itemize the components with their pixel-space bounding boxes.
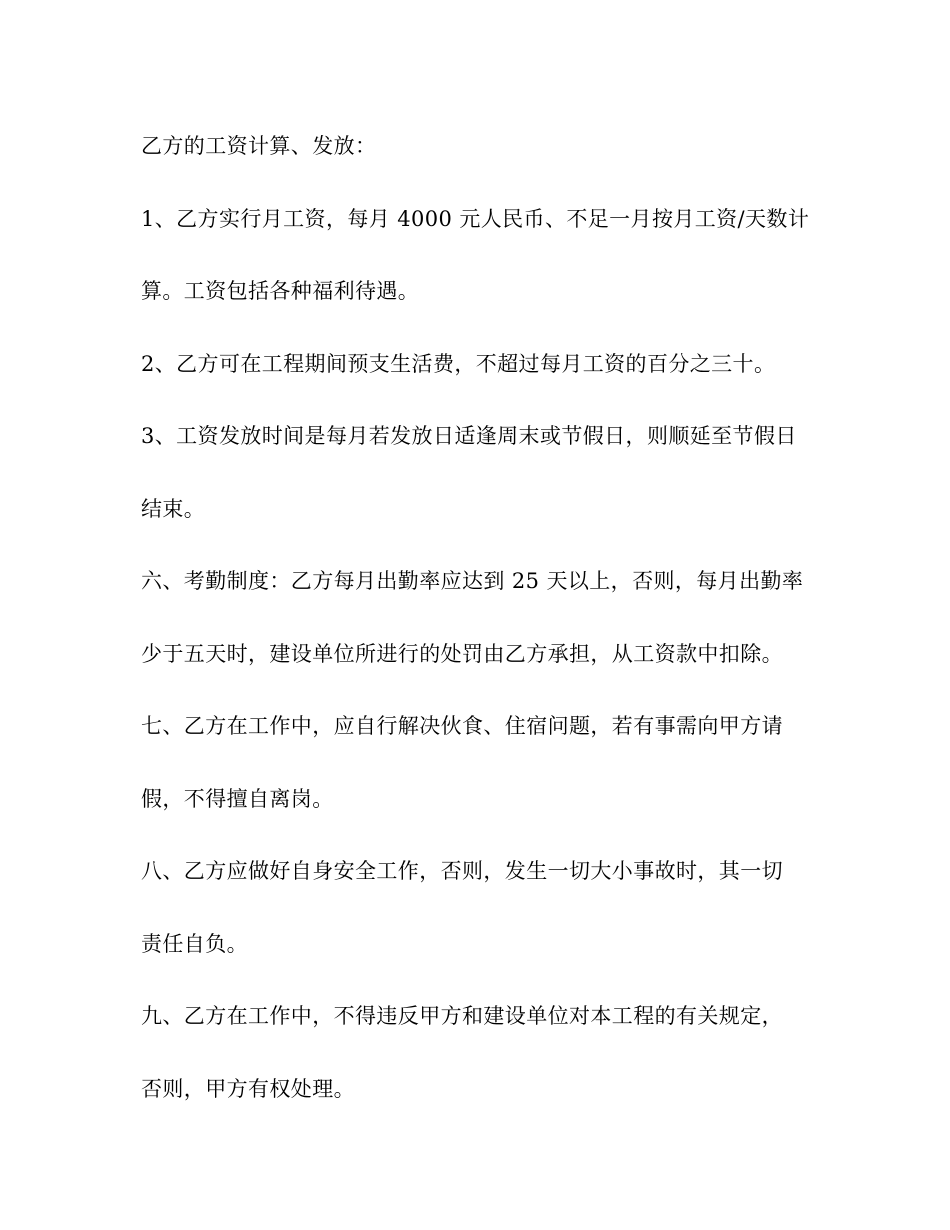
text-line-section-6-part-1: 六、考勤制度：乙方每月出勤率应达到 25 天以上，否则，每月出勤率 (141, 569, 804, 593)
text-line-section-9-part-2: 否则，甲方有权处理。 (141, 1076, 355, 1101)
text-line-section-8-part-2: 责任自负。 (141, 931, 248, 956)
text-line-clause-3-part-1: 3、工资发放时间是每月若发放日适逢周末或节假日，则顺延至节假日 (141, 424, 797, 448)
text-line-section-7-part-1: 七、乙方在工作中，应自行解决伙食、住宿问题，若有事需向甲方请 (141, 714, 783, 738)
text-line-section-9-part-1: 九、乙方在工作中，不得违反甲方和建设单位对本工程的有关规定， (141, 1004, 783, 1028)
text-line-clause-1-part-2: 算。工资包括各种福利待遇。 (141, 279, 420, 303)
document-body (141, 122, 809, 1137)
text-line-section-8-part-1: 八、乙方应做好自身安全工作，否则，发生一切大小事故时，其一切 (141, 859, 783, 883)
text-line-salary-heading: 乙方的工资计算、发放： (141, 134, 377, 158)
text-line-clause-1-part-1: 1、乙方实行月工资，每月 4000 元人民币、不足一月按月工资/天数计 (141, 206, 810, 231)
text-line-section-7-part-2: 假，不得擅自离岗。 (141, 786, 334, 811)
text-line-clause-3-part-2: 结束。 (141, 496, 206, 521)
text-line-clause-2: 2、乙方可在工程期间预支生活费，不超过每月工资的百分之三十。 (141, 351, 776, 376)
text-line-section-6-part-2: 少于五天时，建设单位所进行的处罚由乙方承担，从工资款中扣除。 (141, 641, 783, 666)
